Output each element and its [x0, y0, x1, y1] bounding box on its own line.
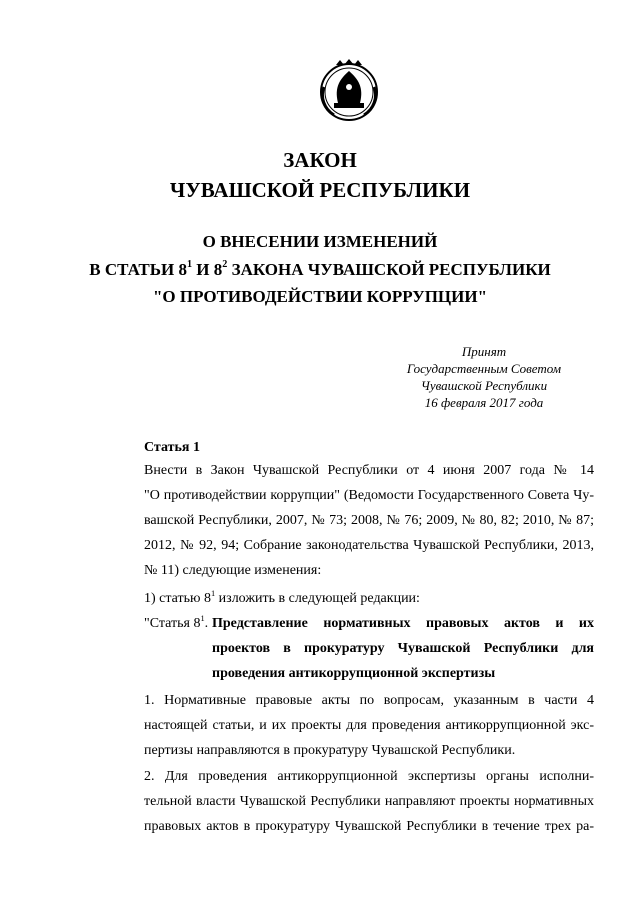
item-1: 1) статью $8^1$ изложить в следующей редакции: — [144, 588, 420, 606]
article-1-heading: Статья 1 — [144, 440, 200, 455]
adoption-note: Принят Государственным Советом Чувашской Республики 16 февраля 2017 года — [384, 343, 584, 411]
adoption-date: 16 февраля 2017 года — [424, 395, 544, 410]
subtitle-line-1: О ВНЕСЕНИИ ИЗМЕНЕНИЙ — [202, 232, 438, 251]
subtitle-line-3: "О ПРОТИВОДЕЙСТВИИ КОРРУПЦИИ" — [152, 287, 488, 306]
law-title: ЗАКОН — [283, 148, 357, 172]
article-8-1-label: "Статья $8^1$. — [144, 613, 209, 631]
republic-title: ЧУВАШСКОЙ РЕСПУБЛИКИ — [169, 178, 471, 202]
article-1-intro: Внести в Закон Чувашской Республики от 4 июня 2007 года № 14 "О противодействии коррупции" (Ведомости Государственного Совета Чу- вашской Республики, 2007, № 73; 2008, № 76; 2009, № 80, 82; 2010, № 87; 2012, № 92, 94; Собрание законодательства Чувашской Республики, 2013, № 11) следующие изменения: — [144, 463, 594, 578]
paragraph-1: 1. Нормативные правовые акты по вопросам, указанным в части 4 настоящей статьи, и их проекты для проведения антикоррупционной экс- пертизы направляются в прокуратуру Чувашской Республики. — [144, 693, 594, 758]
chuvash-emblem-icon — [312, 57, 386, 123]
paragraph-2: 2. Для проведения антикоррупционной экспертизы органы исполни- тельной власти Чувашской Республики направляют проекты нормативных правовых актов в прокуратуру Чувашской Республики в течение трех ра- — [144, 769, 594, 834]
article-8-1-title: Представление нормативных правовых актов и их проектов в прокуратуру Чувашской Республики для проведения антикоррупционной экспертизы — [212, 616, 594, 681]
subtitle-line-2: В СТАТЬИ $8^1$ И $8^2$ ЗАКОНА ЧУВАШСКОЙ РЕСПУБЛИКИ — [89, 259, 551, 279]
